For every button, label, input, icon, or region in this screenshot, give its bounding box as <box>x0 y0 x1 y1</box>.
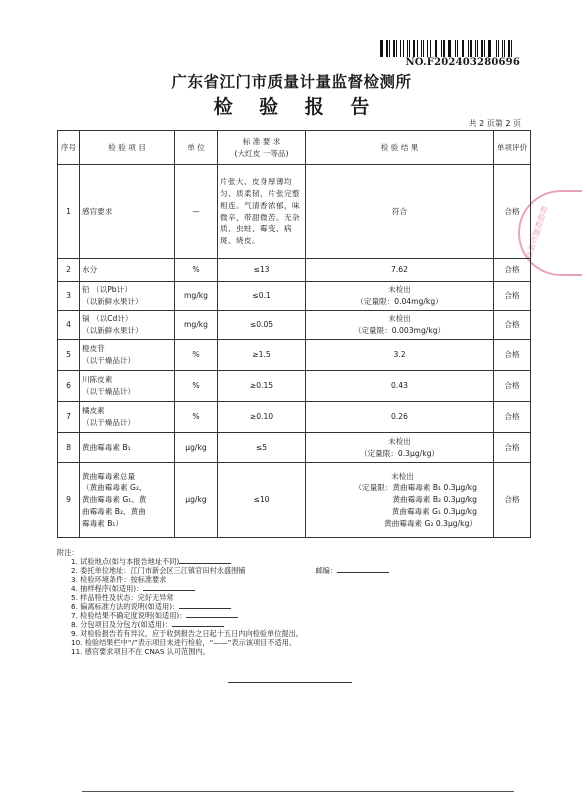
row-result-line: 未检出 <box>388 285 411 295</box>
end-of-report-line <box>228 682 352 683</box>
table-header-row <box>58 131 531 165</box>
barcode-bar <box>506 40 508 57</box>
barcode-bar <box>418 40 419 57</box>
row-no: 6 <box>58 371 80 402</box>
row-result: 7.62 <box>306 259 494 282</box>
note-text: 7. 检验结果不确定度说明(如适用)： <box>71 611 187 620</box>
barcode-bar <box>484 40 485 57</box>
row-judgment: 合格 <box>494 259 531 282</box>
row-judgment: 合格 <box>494 371 531 402</box>
row-result <box>306 282 494 311</box>
note-item: 5. 样品特性及状态：完好无异常 <box>71 593 174 602</box>
barcode <box>380 40 515 57</box>
row-no: 1 <box>58 165 80 259</box>
row-judgment: 合格 <box>494 402 531 433</box>
barcode-bar <box>409 40 410 57</box>
results-table <box>57 130 531 538</box>
row-item-line: 镉 （以Cd计） <box>82 314 133 324</box>
row-requirement: ≥0.15 <box>218 371 306 402</box>
row-requirement: ≥0.10 <box>218 402 306 433</box>
row-unit: — <box>175 165 218 259</box>
header-result: 检 验 结 果 <box>306 131 494 165</box>
note-item <box>57 557 530 566</box>
barcode-bar <box>486 40 487 57</box>
row-result: 0.43 <box>306 371 494 402</box>
row-unit: % <box>175 340 218 371</box>
row-result-line: 未检出 <box>391 471 414 481</box>
barcode-bar <box>386 40 388 57</box>
row-requirement: ≥1.5 <box>218 340 306 371</box>
row-judgment: 合格 <box>494 463 531 538</box>
blank-line <box>143 585 195 591</box>
seal-text: 检验检测专用章 <box>523 204 549 262</box>
barcode-bar <box>393 40 395 57</box>
barcode-bar <box>453 40 455 57</box>
barcode-bar <box>511 40 512 57</box>
row-judgment: 合格 <box>494 340 531 371</box>
row-item-line: 曲霉毒素 B₂、黄曲 <box>82 506 146 516</box>
row-unit: μg/kg <box>175 463 218 538</box>
row-item-line: 铅 （以Pb计） <box>82 285 132 295</box>
row-requirement: ≤13 <box>218 259 306 282</box>
row-unit: mg/kg <box>175 282 218 311</box>
note-text: 8. 分包项目及分包方(如适用)： <box>71 620 173 629</box>
row-judgment: 合格 <box>494 282 531 311</box>
barcode-bar <box>475 40 476 57</box>
note-item <box>57 566 530 575</box>
row-item <box>80 371 175 402</box>
barcode-bar <box>430 40 431 57</box>
row-result-line: 黄曲霉毒素 G₂ 0.3μg/kg） <box>384 518 477 528</box>
barcode-bar <box>502 40 503 57</box>
barcode-bar <box>498 40 499 57</box>
barcode-bar <box>396 40 397 57</box>
row-result-line: （定量限：黄曲霉毒素 B₁ 0.3μg/kg <box>354 483 477 493</box>
row-result: 0.26 <box>306 402 494 433</box>
row-unit: mg/kg <box>175 311 218 340</box>
barcode-bar <box>427 40 429 57</box>
row-item-line: （以干燥品计） <box>82 387 136 396</box>
table-row <box>58 259 531 282</box>
barcode-bar <box>382 40 383 57</box>
barcode-bar <box>436 40 437 57</box>
postcode-label: 邮编： <box>315 566 338 575</box>
row-result-line: （定量限：0.003mg/kg） <box>353 326 446 335</box>
table-row <box>58 282 531 311</box>
row-item-line: （黄曲霉毒素 G₂、 <box>82 483 147 493</box>
row-item-line: （以干燥品计） <box>82 356 136 365</box>
blank-line <box>179 558 231 564</box>
row-item-line: 霉毒素 B₁） <box>82 518 124 528</box>
row-result <box>306 463 494 538</box>
note-text: 4. 抽样程序(如适用)： <box>71 584 144 593</box>
row-unit: % <box>175 371 218 402</box>
barcode-bar <box>493 40 495 57</box>
barcode-bar <box>488 40 490 57</box>
barcode-bar <box>380 40 382 57</box>
row-item: 水分 <box>80 259 175 282</box>
note-text: 6. 偏离标准方法的说明(如适用)： <box>71 602 180 611</box>
note-item: 11. 感官要求项目不在 CNAS 认可范围内。 <box>71 647 210 656</box>
row-result-line: 未检出 <box>388 314 411 324</box>
row-judgment: 合格 <box>494 311 531 340</box>
barcode-bar <box>413 40 415 57</box>
barcode-bar <box>459 40 461 57</box>
note-item <box>57 584 530 593</box>
barcode-bar <box>411 40 413 57</box>
row-result <box>306 433 494 463</box>
barcode-bar <box>441 40 442 57</box>
barcode-bar <box>385 40 386 57</box>
row-result: 3.2 <box>306 340 494 371</box>
barcode-bar <box>448 40 449 57</box>
note-text: 1. 试验地点(如与本报告地址不同) <box>71 557 180 566</box>
barcode-bar <box>480 40 481 57</box>
note-text: 2. 委托单位地址：江门市新会区三江镇官田村永盛围铺 <box>71 566 246 575</box>
row-no: 4 <box>58 311 80 340</box>
barcode-bar <box>457 40 458 57</box>
header-judgment: 单项评价 <box>494 131 531 165</box>
barcode-bar <box>431 40 433 57</box>
barcode-bar <box>473 40 474 57</box>
row-item <box>80 311 175 340</box>
barcode-bar <box>449 40 451 57</box>
row-item: 黄曲霉毒素 B₁ <box>80 433 175 463</box>
report-title: 检 验 报 告 <box>213 96 380 118</box>
row-item-line: （以干燥品计） <box>82 418 136 427</box>
row-item-line: 橘皮素 <box>82 406 105 416</box>
table-row <box>58 463 531 538</box>
note-item <box>57 620 530 629</box>
table-row <box>58 402 531 433</box>
barcode-bar <box>407 40 408 57</box>
row-no: 5 <box>58 340 80 371</box>
barcode-bar <box>481 40 483 57</box>
barcode-bar <box>423 40 424 57</box>
header-requirement <box>218 131 306 165</box>
barcode-bar <box>462 40 463 57</box>
barcode-bar <box>443 40 445 57</box>
note-item <box>57 602 530 611</box>
header-requirement-line1: 标 准 要 求 <box>242 137 281 147</box>
row-result: 符合 <box>306 165 494 259</box>
blank-line <box>337 567 389 573</box>
row-no: 3 <box>58 282 80 311</box>
barcode-bar <box>455 40 456 57</box>
row-unit: % <box>175 259 218 282</box>
row-result-line: （定量限：0.04mg/kg） <box>356 297 443 306</box>
page-info: 共 2 页第 2 页 <box>468 119 521 128</box>
row-judgment: 合格 <box>494 165 531 259</box>
note-item <box>57 611 530 620</box>
table-row <box>58 165 531 259</box>
row-result-line: （定量限：0.3μg/kg） <box>359 448 440 458</box>
row-no: 9 <box>58 463 80 538</box>
note-item: 3. 检验环境条件：按标准要求 <box>71 575 167 584</box>
row-item-line: 黄曲霉毒素 G₁、黄 <box>82 495 147 505</box>
barcode-bar <box>477 40 479 57</box>
notes-title: 附注： <box>57 548 79 557</box>
barcode-bar <box>439 40 441 57</box>
row-no: 7 <box>58 402 80 433</box>
row-unit: % <box>175 402 218 433</box>
note-item: 10. 检验结果栏中“/”表示项目未进行检验，“——”表示该项目不适用。 <box>71 638 297 647</box>
barcode-bar <box>405 40 406 57</box>
row-result-line: 黄曲霉毒素 G₁ 0.3μg/kg <box>391 506 477 516</box>
barcode-bar <box>513 40 514 57</box>
barcode-bar <box>470 40 472 57</box>
row-item-line: 橙皮苷 <box>82 344 105 354</box>
notes-section <box>57 548 530 656</box>
blank-line <box>172 621 224 627</box>
row-item-line: （以新鲜水果计） <box>82 297 143 306</box>
blank-line <box>186 612 238 618</box>
row-requirement: ≤0.05 <box>218 311 306 340</box>
header-item: 检 验 项 目 <box>80 131 175 165</box>
header-unit: 单 位 <box>175 131 218 165</box>
barcode-bar <box>425 40 426 57</box>
row-item: 感官要求 <box>80 165 175 259</box>
barcode-bar <box>435 40 436 57</box>
row-item <box>80 402 175 433</box>
row-requirement: ≤5 <box>218 433 306 463</box>
barcode-bar <box>463 40 464 57</box>
row-item-line: （以新鲜水果计） <box>82 326 143 335</box>
note-item: 9. 对检验报告若有异议，应于收到报告之日起十五日内向检验单位提出。 <box>71 629 303 638</box>
barcode-bar <box>490 40 491 57</box>
barcode-bar <box>391 40 392 57</box>
table-row <box>58 311 531 340</box>
row-requirement: ≤0.1 <box>218 282 306 311</box>
barcode-bar <box>403 40 405 57</box>
header-requirement-line2: (大红皮 一等品) <box>234 148 289 158</box>
barcode-bar <box>417 40 418 57</box>
barcode-bar <box>389 40 390 57</box>
barcode-bar <box>466 40 468 57</box>
header-no: 序号 <box>58 131 80 165</box>
barcode-bar <box>398 40 399 57</box>
row-item <box>80 282 175 311</box>
row-item-line: 川陈皮素 <box>82 375 113 385</box>
institute-name: 广东省江门市质量计量监督检测所 <box>171 73 412 91</box>
table-row <box>58 371 531 402</box>
row-requirement: ≤10 <box>218 463 306 538</box>
barcode-bar <box>445 40 446 57</box>
barcode-bar <box>468 40 469 57</box>
barcode-bar <box>496 40 497 57</box>
barcode-bar <box>400 40 402 57</box>
barcode-bar <box>499 40 501 57</box>
row-no: 8 <box>58 433 80 463</box>
row-no: 2 <box>58 259 80 282</box>
report-number: NO.F202403280696 <box>405 57 520 68</box>
row-judgment: 合格 <box>494 433 531 463</box>
row-unit: μg/kg <box>175 433 218 463</box>
barcode-bar <box>421 40 423 57</box>
barcode-bar <box>504 40 505 57</box>
table-row <box>58 433 531 463</box>
row-result <box>306 311 494 340</box>
row-result-line: 未检出 <box>388 436 411 446</box>
table-row <box>58 340 531 371</box>
row-result-line: 黄曲霉毒素 B₂ 0.3μg/kg <box>392 495 477 505</box>
row-item-line: 黄曲霉毒素总量 <box>82 471 136 481</box>
row-item <box>80 340 175 371</box>
page-bottom-line <box>82 791 514 792</box>
row-requirement: 片张大、皮身厚薄均匀、质柔韧，片张完整相连。气清香浓郁，味微辛，带甜微苦。无杂质、虫蛀、霉变、病斑、烧皮。 <box>218 165 306 259</box>
barcode-bar <box>508 40 510 57</box>
blank-line <box>179 603 231 609</box>
row-item <box>80 463 175 538</box>
